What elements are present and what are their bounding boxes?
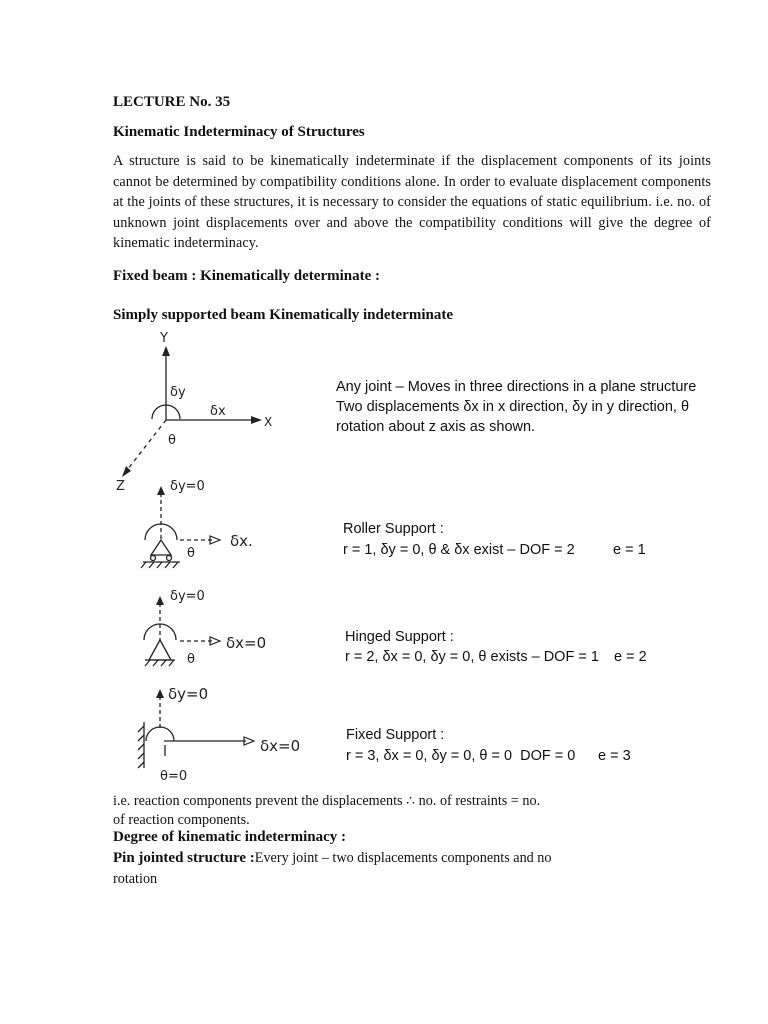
fixed-beam-heading: Fixed beam : Kinematically determinate : — [113, 268, 381, 284]
reaction-line-2: of reaction components. — [113, 812, 250, 828]
hinged-dx-label: δx=0 — [226, 634, 267, 652]
roller-support-sketch — [141, 493, 212, 568]
dx-label: δx — [210, 404, 226, 419]
pin-jointed-text-2: rotation — [113, 871, 158, 887]
fixed-dx-label: δx=0 — [260, 737, 301, 755]
x-axis-label: X — [264, 415, 273, 429]
lecture-title: LECTURE No. 35 — [113, 94, 231, 110]
simply-supported-heading: Simply supported beam Kinematically indeterminate — [113, 307, 453, 323]
hinged-up-arrow-icon — [156, 596, 164, 605]
fixed-support-e-value: e = 3 — [598, 748, 631, 764]
any-joint-line-3: rotation about z axis as shown. — [336, 419, 536, 435]
fixed-dy-label: δy=0 — [168, 685, 209, 703]
intro-paragraph: A structure is said to be kinematically indeterminate if the displacement components of its joints cannot be determined by compatibility conditions alone. In order to evaluate displacement components at the joints of these structures, it is necessary to consider the equations of static equilibrium. i.e. no. of unknown joint displacements over and above the compatibility conditions will give the degree of kinematic indeterminacy. — [113, 153, 711, 251]
roller-dx-label: δx. — [230, 532, 253, 550]
section-title: Kinematic Indeterminacy of Structures — [113, 124, 365, 140]
roller-support-title: Roller Support : — [343, 521, 444, 537]
reaction-line-1: i.e. reaction components prevent the displacements ∴ no. of restraints = no. — [113, 793, 541, 809]
hinged-dy-label: δy=0 — [170, 589, 205, 604]
pin-jointed-text: Every joint – two displacements components and no — [254, 850, 552, 866]
y-arrow-icon — [162, 346, 170, 356]
any-joint-line-1: Any joint – Moves in three directions in a plane structure — [336, 379, 697, 395]
roller-support-details: r = 1, δy = 0, θ & δx exist – DOF = 2 — [343, 542, 575, 558]
fixed-up-arrow-icon — [156, 689, 164, 698]
x-arrow-icon — [251, 416, 262, 424]
fixed-support-title: Fixed Support : — [346, 727, 445, 743]
fixed-support-sketch — [138, 696, 246, 768]
roller-dy-label: δy=0 — [170, 479, 205, 494]
hinged-theta-label: θ — [187, 652, 195, 667]
theta-label: θ — [168, 433, 176, 448]
hinged-support-details: r = 2, δx = 0, δy = 0, θ exists – DOF = 1 — [345, 649, 599, 665]
roller-up-arrow-icon — [157, 486, 165, 495]
fixed-support-details: r = 3, δx = 0, δy = 0, θ = 0 DOF = 0 — [346, 748, 576, 764]
y-axis-label: Y — [160, 331, 168, 346]
roller-theta-label: θ — [187, 546, 195, 561]
fixed-theta-label: θ=0 — [160, 769, 188, 784]
z-axis-label: Z — [116, 479, 125, 494]
pin-jointed-line — [113, 849, 552, 868]
pin-jointed-label: Pin jointed structure : — [113, 850, 255, 866]
dy-label: δy — [170, 385, 186, 400]
hinged-support-title: Hinged Support : — [345, 629, 454, 645]
coordinate-sketch — [124, 352, 258, 474]
hinged-support-e-value: e = 2 — [614, 649, 647, 665]
hinged-support-sketch — [144, 603, 212, 666]
roller-support-e-value: e = 1 — [613, 542, 646, 558]
degree-heading: Degree of kinematic indeterminacy : — [113, 829, 346, 845]
any-joint-line-2: Two displacements δx in x direction, δy in y direction, θ — [336, 399, 690, 415]
